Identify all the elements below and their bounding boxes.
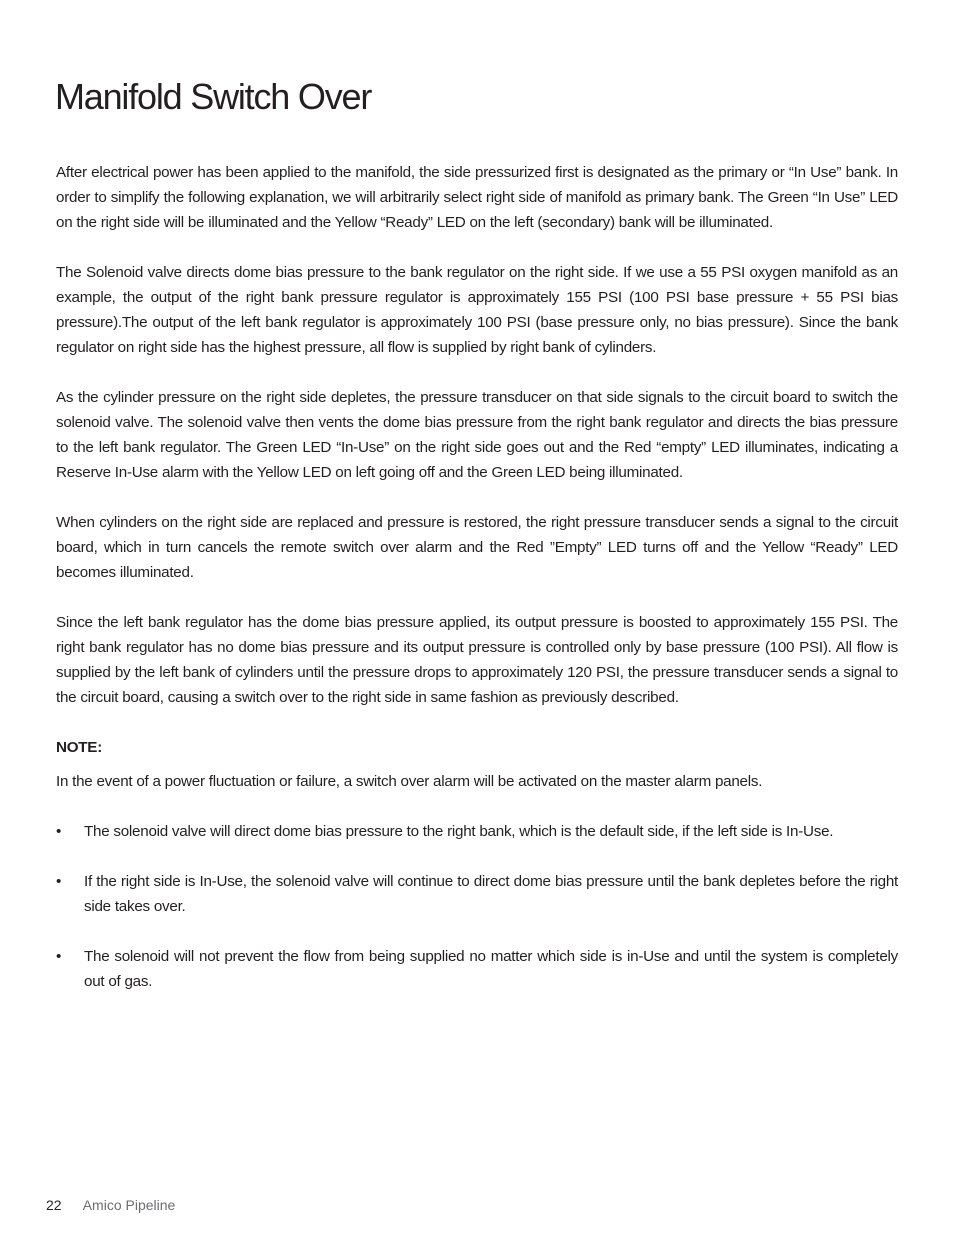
list-item-text: If the right side is In-Use, the solenoid valve will continue to direct dome bias pressure until the bank depletes before the right side takes over. [84, 873, 898, 915]
page-number: 22 [46, 1197, 62, 1213]
note-text: In the event of a power fluctuation or failure, a switch over alarm will be activated on the master alarm panels. [56, 773, 763, 790]
list-item [56, 944, 898, 994]
list-item-text: The solenoid will not prevent the flow from being supplied no matter which side is in-Use and until the system is completely out of gas. [84, 948, 898, 990]
page-footer [46, 1195, 175, 1215]
list-item [56, 869, 898, 919]
bullet-icon: • [56, 948, 62, 965]
list-item [56, 819, 898, 844]
paragraph-solenoid-valve: The Solenoid valve directs dome bias pressure to the bank regulator on the right side. If we use a 55 PSI oxygen manifold as an example, the output of the right bank pressure regulator is approximately 155 PSI (100 PSI base pressure + 55 PSI bias pressure).The output of the left bank regulator is approximately 100 PSI (base pressure only, no bias pressure). Since the bank regulator on right side has the highest pressure, all flow is supplied by right bank of cylinders. [56, 264, 898, 356]
note-label: NOTE: [56, 739, 102, 756]
bullet-icon: • [56, 873, 62, 890]
paragraph-cylinders-replaced: When cylinders on the right side are replaced and pressure is restored, the right pressure transducer sends a signal to the circuit board, which in turn cancels the remote switch over alarm and the Red ”Empty” LED turns off and the Yellow “Ready” LED becomes illuminated. [56, 514, 898, 581]
bullet-icon: • [56, 823, 62, 840]
paragraph-left-bank-boosted: Since the left bank regulator has the dome bias pressure applied, its output pressure is boosted to approximately 155 PSI. The right bank regulator has no dome bias pressure and its output pressure is controlled only by base pressure (100 PSI). All flow is supplied by the left bank of cylinders until the pressure drops to approximately 120 PSI, the pressure transducer sends a signal to the circuit board, causing a switch over to the right side in same fashion as previously described. [56, 614, 898, 706]
paragraph-power-applied: After electrical power has been applied to the manifold, the side pressurized first is designated as the primary or “In Use” bank. In order to simplify the following explanation, we will arbitrarily select right side of manifold as primary bank. The Green “In Use” LED on the right side will be illuminated and the Yellow “Ready” LED on the left (secondary) bank will be illuminated. [56, 164, 898, 231]
publication-name: Amico Pipeline [82, 1197, 176, 1213]
note-bullet-list [56, 819, 898, 994]
paragraph-pressure-depletes: As the cylinder pressure on the right side depletes, the pressure transducer on that side signals to the circuit board to switch the solenoid valve. The solenoid valve then vents the dome bias pressure from the right bank regulator and directs the bias pressure to the left bank regulator. The Green LED “In-Use” on the right side goes out and the Red “empty” LED illuminates, indicating a Reserve In-Use alarm with the Yellow LED on left going off and the Green LED being illuminated. [56, 389, 898, 481]
page-body [56, 160, 898, 1019]
page-title: Manifold Switch Over [55, 76, 372, 117]
list-item-text: The solenoid valve will direct dome bias pressure to the right bank, which is the default side, if the left side is In-Use. [84, 823, 834, 840]
